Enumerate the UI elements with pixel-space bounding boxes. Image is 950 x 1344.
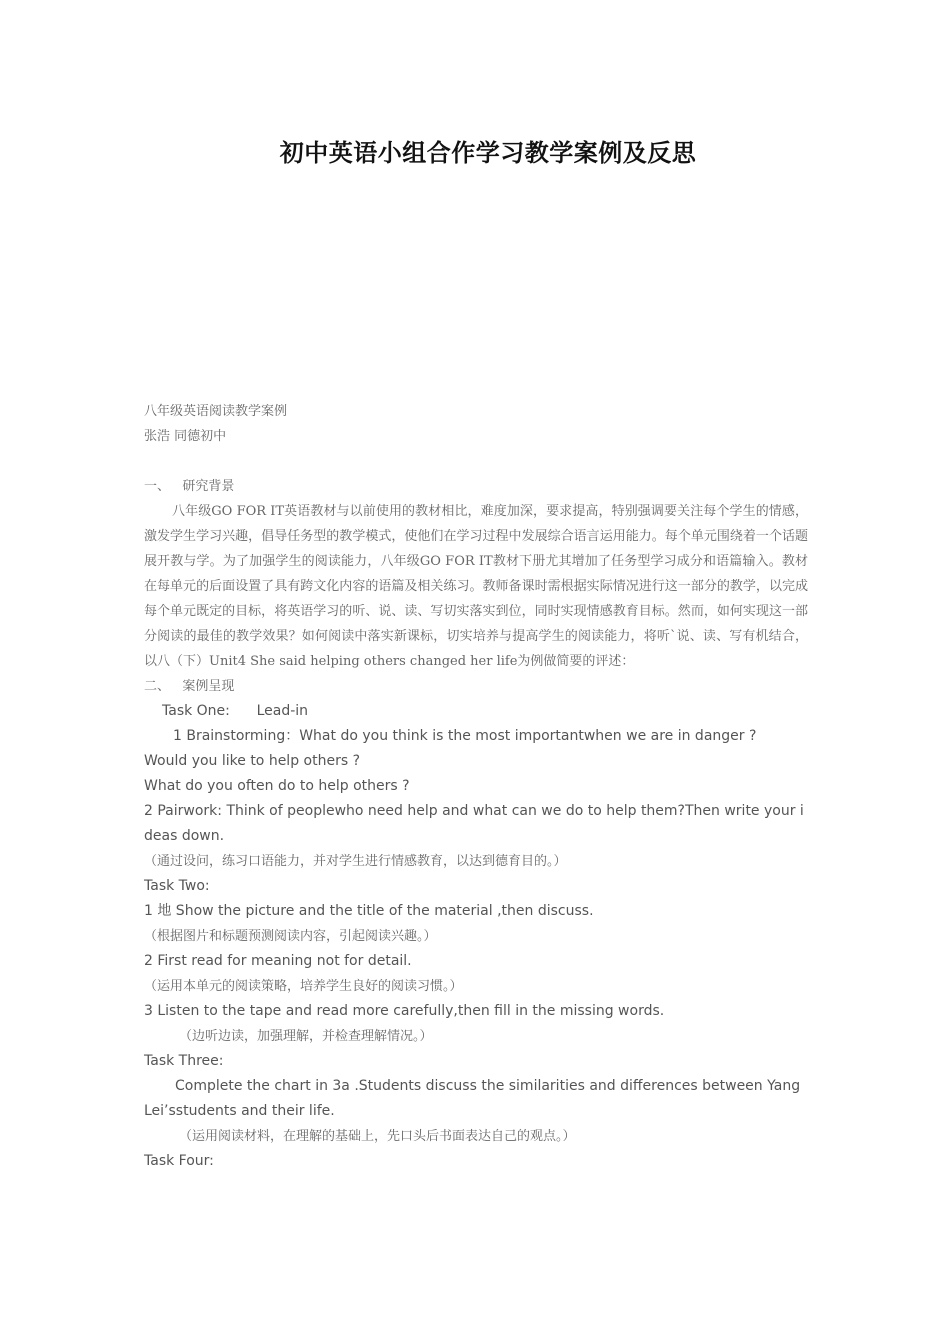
task-two-heading: Task Two: <box>144 878 210 894</box>
task-four-heading: Task Four: <box>144 1153 214 1169</box>
task-one-line-2: Would you like to help others ? <box>144 753 361 769</box>
task-one-line-3: What do you often do to help others ? <box>144 778 410 794</box>
author-line: 张浩 同德初中 <box>144 429 227 444</box>
task-one-note: （通过设问，练习口语能力，并对学生进行情感教育，以达到德育目的。） <box>144 854 567 869</box>
task-two-note-1: （根据图片和标题预测阅读内容，引起阅读兴趣。） <box>144 929 437 944</box>
task-two-line-3: 3 Listen to the tape and read more carefully,then fill in the missing words. <box>144 1003 665 1019</box>
document-title: 初中英语小组合作学习教学案例及反思 <box>279 138 697 167</box>
document-body <box>144 399 808 1174</box>
task-two-note-3: （边听边读，加强理解，并检查理解情况。） <box>179 1029 433 1044</box>
task-two-note-2: （运用本单元的阅读策略，培养学生良好的阅读习惯。） <box>144 979 463 994</box>
section-2-heading: 二、 案例呈现 <box>144 679 235 694</box>
task-three-heading: Task Three: <box>144 1053 224 1069</box>
task-three-note: （运用阅读材料，在理解的基础上，先口头后书面表达自己的观点。） <box>179 1129 576 1144</box>
section-1-paragraph: 八年级GO FOR IT英语教材与以前使用的教材相比，难度加深，要求提高，特别强调要关注每个学生的情感，激发学生学习兴趣，倡导任务型的教学模式，使他们在学习过程中发展综合语言运用能力。每个单元围绕着一个话题展开教与学。为了加强学生的阅读能力，八年级GO FOR IT教材下册尤其增加了任务型学习成分和语篇输入。教材在每单元的后面设置了具有跨文化内容的语篇及相关练习。教师备课时需根据实际情况进行这一部分的教学，以完成每个单元既定的目标，将英语学习的听、说、读、写切实落实到位，同时实现情感教育目标。然而，如何实现这一部分阅读的最佳的教学效果？如何阅读中落实新课标，切实培养与提高学生的阅读能力，将听`说、读、写有机结合，以八（下）Unit4 She said helping others changed her life为例做简要的评述： <box>144 504 808 669</box>
section-1-heading: 一、 研究背景 <box>144 479 235 494</box>
task-one-line-1: 1 Brainstorming：What do you think is the most importantwhen we are in danger ? <box>173 728 757 744</box>
task-one-line-4: 2 Pairwork: Think of peoplewho need help and what can we do to help them?Then write your ideas down. <box>144 803 804 844</box>
blank-line <box>144 449 808 474</box>
task-two-line-2: 2 First read for meaning not for detail. <box>144 953 412 969</box>
task-three-line-1 <box>144 1074 808 1124</box>
task-two-line-1: 1 地 Show the picture and the title of the material ,then discuss. <box>144 903 594 919</box>
task-three-line-1-text: Complete the chart in 3a .Students discuss the similarities and differences between Yang Lei’sstudents and their life. <box>144 1078 801 1119</box>
task-one-heading: Task One: Lead-in <box>162 703 309 719</box>
subtitle: 八年级英语阅读教学案例 <box>144 404 288 419</box>
